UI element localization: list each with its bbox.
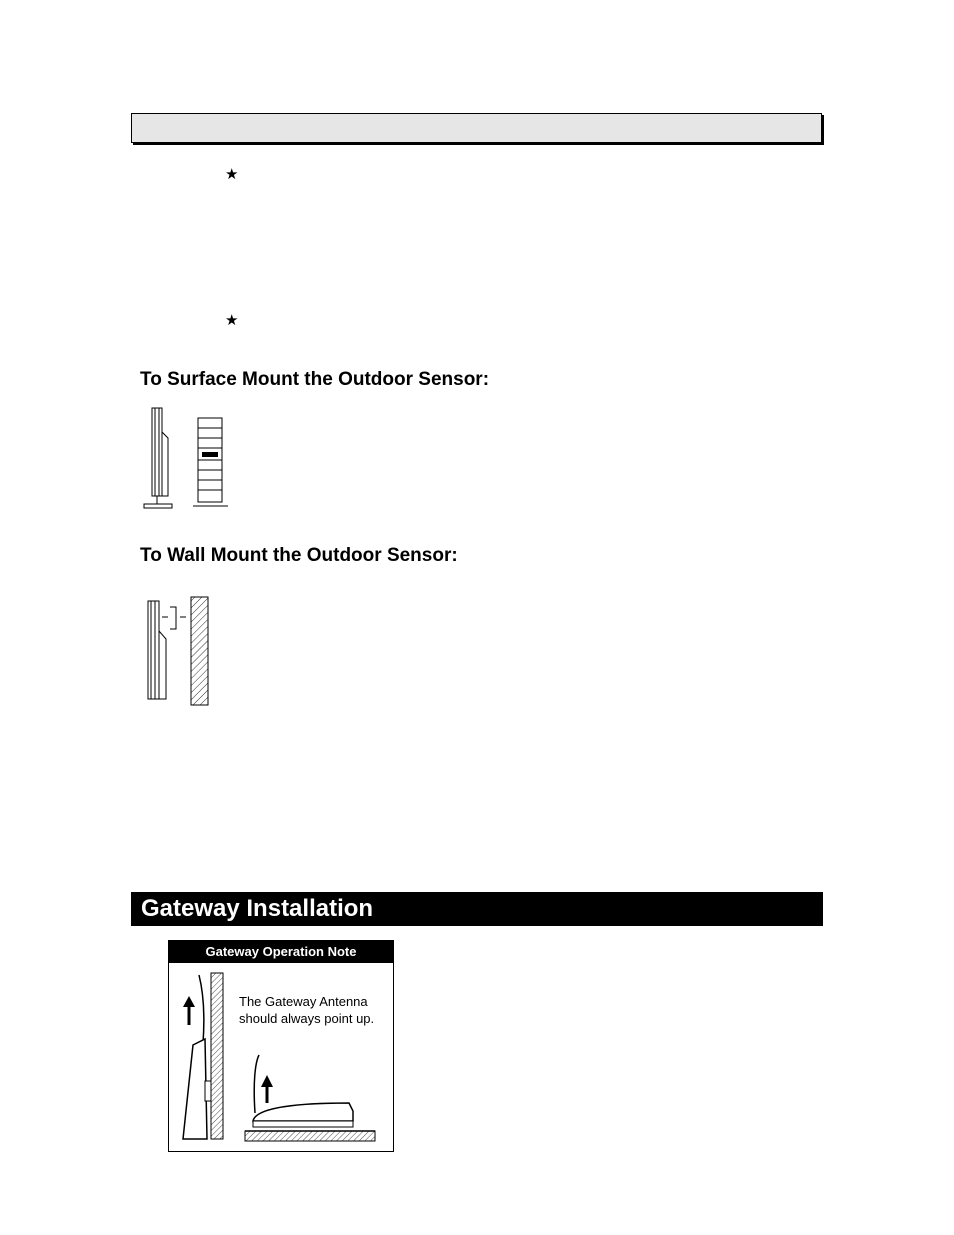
star-bullet-1: ★ bbox=[225, 166, 239, 183]
arrow-up-icon bbox=[183, 996, 195, 1007]
wall-mount-heading: To Wall Mount the Outdoor Sensor: bbox=[140, 545, 458, 566]
star-bullet-2: ★ bbox=[225, 312, 239, 329]
gateway-note-text-line2: should always point up. bbox=[239, 1011, 375, 1026]
section-header-bar bbox=[131, 113, 822, 143]
arrow-up-icon bbox=[261, 1075, 273, 1087]
surface-mount-heading: To Surface Mount the Outdoor Sensor: bbox=[140, 369, 490, 390]
gateway-note-title: Gateway Operation Note bbox=[169, 941, 393, 963]
gateway-operation-note bbox=[168, 940, 394, 1152]
gateway-installation-title: Gateway Installation bbox=[131, 892, 823, 926]
gateway-note-text-line1: The Gateway Antenna bbox=[239, 994, 368, 1009]
gateway-antenna-illustration bbox=[169, 963, 393, 1151]
wall-mount-illustration bbox=[140, 595, 215, 707]
surface-mount-illustration bbox=[140, 402, 235, 514]
